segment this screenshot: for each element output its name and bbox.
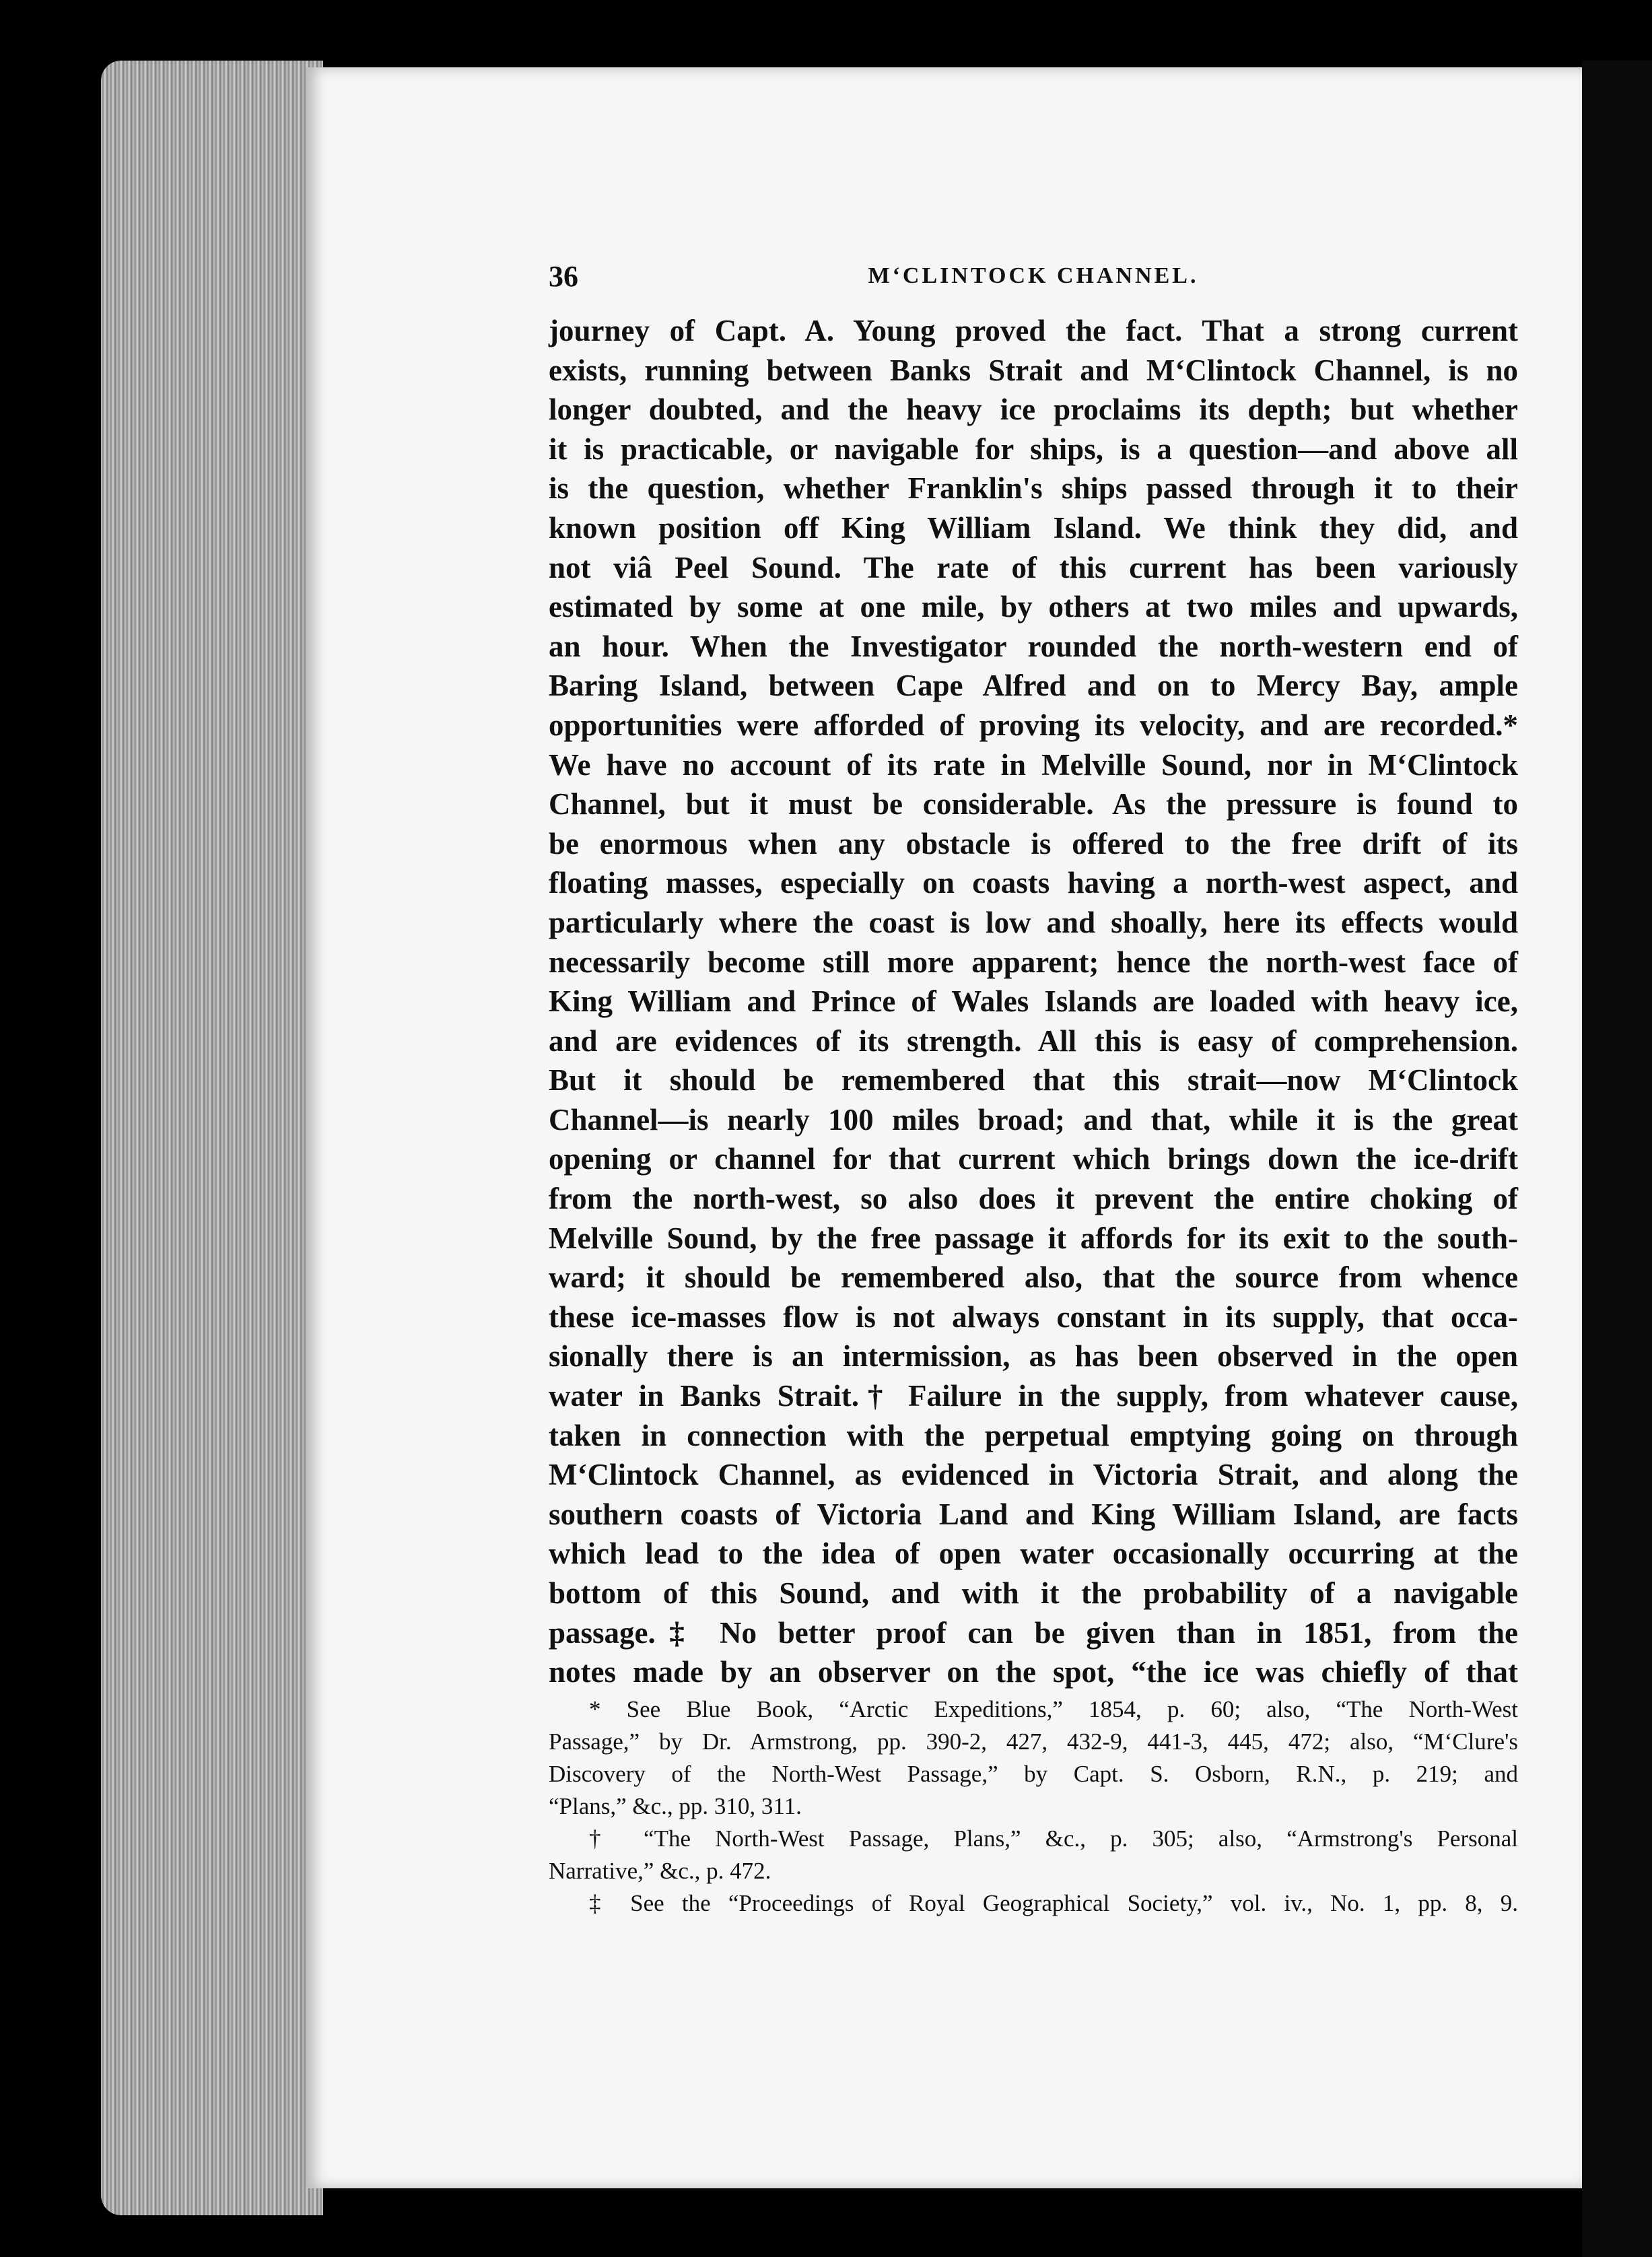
body-line: M‘Clintock Channel, as evidenced in Victoria Strait, and along the (549, 1458, 1518, 1492)
body-line: is the question, whether Franklin's ships passed through it to their (549, 471, 1518, 506)
running-title: M‘CLINTOCK CHANNEL. (868, 263, 1199, 288)
body-line: Melville Sound, by the free passage it affords for its exit to the south- (549, 1221, 1518, 1255)
body-line: We have no account of its rate in Melville Sound, nor in M‘Clintock (549, 747, 1518, 782)
body-line: Baring Island, between Cape Alfred and on to Mercy Bay, ample (549, 669, 1518, 703)
body-line: taken in connection with the perpetual emptying going on through (549, 1418, 1518, 1452)
body-line: But it should be remembered that this strait—now M‘Clintock (549, 1063, 1518, 1098)
footnote-line: ‡ See the “Proceedings of Royal Geographical Society,” vol. iv., No. 1, pp. 8, 9. (589, 1890, 1518, 1916)
body-line: necessarily become still more apparent; hence the north-west face of (549, 945, 1518, 979)
footnote-line: † “The North-West Passage, Plans,” &c., p. 305; also, “Armstrong's Personal (589, 1825, 1518, 1852)
body-line: water in Banks Strait.† Failure in the supply, from whatever cause, (549, 1379, 1518, 1413)
body-line: notes made by an observer on the spot, “the ice was chiefly of that (549, 1655, 1518, 1689)
body-line: from the north-west, so also does it prevent the entire choking of (549, 1182, 1518, 1216)
footnote-line: Discovery of the North-West Passage,” by Capt. S. Osborn, R.N., p. 219; and (549, 1761, 1518, 1787)
footnote-line: * See Blue Book, “Arctic Expeditions,” 1854, p. 60; also, “The North-West (589, 1696, 1518, 1722)
footnote-line: Passage,” by Dr. Armstrong, pp. 390-2, 427, 432-9, 441-3, 445, 472; also, “M‘Clure's (549, 1728, 1518, 1755)
body-line: it is practicable, or navigable for ships, is a question—and above all (549, 432, 1518, 466)
body-line: sionally there is an intermission, as has been observed in the open (549, 1339, 1518, 1374)
body-line: not viâ Peel Sound. The rate of this current has been variously (549, 550, 1518, 584)
body-line: and are evidences of its strength. All this is easy of comprehension. (549, 1023, 1518, 1058)
body-line: Channel—is nearly 100 miles broad; and that, while it is the great (549, 1102, 1518, 1137)
body-line: estimated by some at one mile, by others at two miles and upwards, (549, 590, 1518, 624)
body-line: which lead to the idea of open water occasionally occurring at the (549, 1537, 1518, 1571)
body-line: southern coasts of Victoria Land and King William Island, are facts (549, 1497, 1518, 1531)
book-page-edges (101, 61, 323, 2215)
footnote-line: Narrative,” &c., p. 472. (549, 1858, 771, 1884)
body-line: known position off King William Island. We think they did, and (549, 510, 1518, 545)
body-line: these ice-masses flow is not always constant in its supply, that occa- (549, 1300, 1518, 1334)
body-line: opportunities were afforded of proving its velocity, and are recorded.* (549, 708, 1518, 742)
body-line: King William and Prince of Wales Islands are loaded with heavy ice, (549, 984, 1518, 1019)
body-line: particularly where the coast is low and shoally, here its effects would (549, 905, 1518, 939)
body-line: be enormous when any obstacle is offered to the free drift of its (549, 826, 1518, 861)
scan-border (1582, 61, 1652, 2257)
body-line: Channel, but it must be considerable. As the pressure is found to (549, 787, 1518, 821)
body-line: bottom of this Sound, and with it the probability of a navigable (549, 1576, 1518, 1610)
page-header (549, 259, 1518, 300)
body-line: longer doubted, and the heavy ice proclaims its depth; but whether (549, 393, 1518, 427)
footnotes (549, 1693, 1518, 1920)
page-number: 36 (549, 260, 578, 293)
footnote-line: “Plans,” &c., pp. 310, 311. (549, 1793, 802, 1819)
body-line: an hour. When the Investigator rounded the north-western end of (549, 629, 1518, 663)
body-line: passage.‡ No better proof can be given than in 1851, from the (549, 1615, 1518, 1650)
body-line: exists, running between Banks Strait and M‘Clintock Channel, is no (549, 353, 1518, 387)
body-line: ward; it should be remembered also, that the source from whence (549, 1260, 1518, 1295)
body-line: journey of Capt. A. Young proved the fact. That a strong current (549, 314, 1518, 347)
body-line: floating masses, especially on coasts having a north-west aspect, and (549, 866, 1518, 900)
body-line: opening or channel for that current which brings down the ice-drift (549, 1142, 1518, 1176)
body-text (549, 311, 1518, 1692)
